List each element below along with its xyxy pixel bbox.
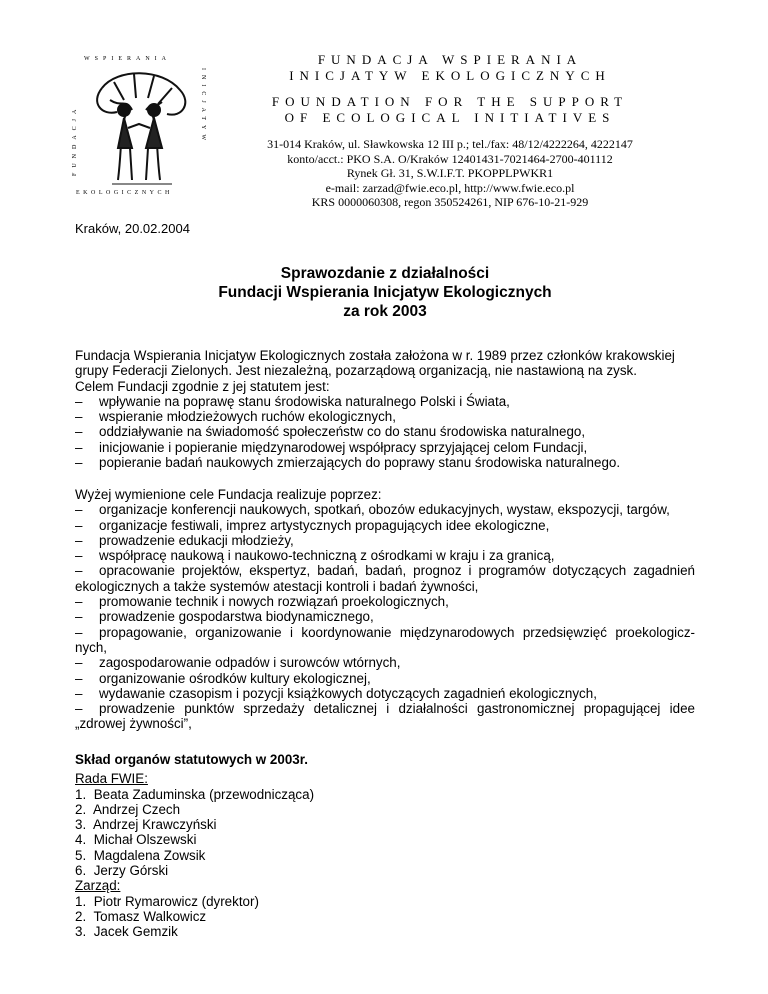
goals-heading: Celem Fundacji zgodnie z jej statutem jest: xyxy=(75,378,330,394)
letterhead-address: 31-014 Kraków, ul. Sławkowska 12 III p.; tel./fax: 48/12/4222264, 4222147 xyxy=(267,137,633,151)
council-member xyxy=(75,802,695,817)
activity-item: – prowadzenie edukacji młodzieży, xyxy=(75,533,695,548)
letterhead-contact: e-mail: zarzad@fwie.eco.pl, http://www.fwie.eco.pl xyxy=(325,180,575,195)
board-member-number: 1. xyxy=(75,893,87,909)
board-member xyxy=(75,909,695,924)
bodies-heading: Skład organów statutowych w 2003r. xyxy=(75,752,308,767)
logo-bottom-text: EKOLOGICZNYCH xyxy=(76,190,173,196)
council-heading: Rada FWIE: xyxy=(75,771,148,787)
council-member-name: Michał Olszewski xyxy=(93,832,197,848)
logo-side-right-text: INICJATYW xyxy=(200,68,206,145)
goal-item: – inicjowanie i popieranie międzynarodowej współpracy sprzyjającej celom Fundacji, xyxy=(75,440,695,455)
letterhead-swift: Rynek Gł. 31, S.W.I.F.T. PKOPPLPWKR1 xyxy=(346,166,554,180)
activity-item: – wydawanie czasopism i pozycji książkowych dotyczących zagadnień ekologicznych, xyxy=(75,686,695,701)
document-date: Kraków, 20.02.2004 xyxy=(75,221,190,236)
intro-paragraph: Fundacja Wspierania Inicjatyw Ekologicznych została założona w r. 1989 przez członków krakowskiej grupy Federacji Zielonych. Jest niezależną, pozarządową organizacją, nie nastawioną na zysk. xyxy=(75,348,675,379)
title-line-3: za rok 2003 xyxy=(343,303,427,320)
activity-item: – opracowanie projektów, ekspertyz, badań, badań, prognoz i programów dotyczących zagadnień ekologicznych a także systemów atestacji kontroli i badań żywności, xyxy=(75,563,695,594)
council-member-name: Andrzej Czech xyxy=(92,801,181,817)
council-member-number: 4. xyxy=(75,832,87,848)
letterhead-krs: KRS 0000060308, regon 350524261, NIP 676-10-21-929 xyxy=(311,195,589,209)
activity-item: – organizacje konferencji naukowych, spotkań, obozów edukacyjnych, wystaw, ekspozycji, targów, xyxy=(75,502,695,517)
council-member xyxy=(75,787,695,802)
letterhead-account: konto/acct.: PKO S.A. O/Kraków 12401431-7021464-2700-401112 xyxy=(287,151,613,166)
bodies-section xyxy=(75,752,695,940)
council-member-name: Magdalena Zowsik xyxy=(93,847,206,863)
activity-item: – współpracę naukową i naukowo-techniczną z ośrodkami w kraju i za granicą, xyxy=(75,548,695,563)
board-member-number: 3. xyxy=(75,924,87,940)
tree-figures-icon xyxy=(97,73,185,184)
letterhead-name-en-line2: OF ECOLOGICAL INITIATIVES xyxy=(284,110,616,125)
activity-item: – prowadzenie gospodarstwa biodynamicznego, xyxy=(75,609,695,624)
letterhead-name-en-line1: FOUNDATION FOR THE SUPPORT xyxy=(271,94,629,109)
board-member-name: Piotr Rymarowicz (dyrektor) xyxy=(93,893,259,909)
council-member-number: 2. xyxy=(75,801,87,817)
council-member-name: Beata Zaduminska (przewodnicząca) xyxy=(93,786,315,802)
goal-item: – popieranie badań naukowych zmierzających do poprawy stanu środowiska naturalnego. xyxy=(75,455,695,470)
activity-item: – organizacje festiwali, imprez artystycznych propagujących idee ekologiczne, xyxy=(75,518,695,533)
letterhead-name-pl-line2: INICJATYW EKOLOGICZNYCH xyxy=(289,68,611,83)
board-member-number: 2. xyxy=(75,908,87,924)
council-member xyxy=(75,817,695,832)
council-member xyxy=(75,848,695,863)
activity-item: – prowadzenie punktów sprzedaży detalicznej i działalności gastronomicznej propagującej idee „zdrowej żywności”, xyxy=(75,701,695,732)
logo-arc-text: WSPIERANIA xyxy=(84,56,171,62)
board-member-name: Tomasz Walkowicz xyxy=(93,908,207,924)
board-member xyxy=(75,924,695,939)
council-member-number: 6. xyxy=(75,863,87,879)
activities-section xyxy=(75,487,695,732)
title-line-1: Sprawozdanie z działalności xyxy=(280,265,490,282)
council-member-number: 5. xyxy=(75,847,87,863)
council-member xyxy=(75,863,695,878)
document-title xyxy=(75,264,695,321)
intro-section xyxy=(75,348,695,470)
board-heading: Zarząd: xyxy=(75,878,121,894)
goal-item: – oddziaływanie na świadomość społeczeństw co do stanu środowiska naturalnego, xyxy=(75,424,695,439)
activities-heading: Wyżej wymienione cele Fundacja realizuje poprzez: xyxy=(75,487,382,502)
activity-item: – organizowanie ośrodków kultury ekologicznej, xyxy=(75,671,695,686)
council-member-name: Andrzej Krawczyński xyxy=(92,817,217,833)
foundation-logo xyxy=(62,48,220,198)
activity-item: – promowanie technik i nowych rozwiązań proekologicznych, xyxy=(75,594,695,609)
letterhead-name-pl-line1: FUNDACJA WSPIERANIA xyxy=(317,52,583,67)
activity-item: – zagospodarowanie odpadów i surowców wtórnych, xyxy=(75,655,695,670)
council-member-number: 3. xyxy=(75,817,87,833)
goal-item: – wpływanie na poprawę stanu środowiska naturalnego Polski i Świata, xyxy=(75,394,695,409)
council-member-number: 1. xyxy=(75,786,87,802)
council-member-name: Jerzy Górski xyxy=(93,863,169,879)
activity-item: – propagowanie, organizowanie i koordynowanie międzynarodowych przedsięwzięć proekologicz-nych, xyxy=(75,625,695,656)
board-member-name: Jacek Gemzik xyxy=(93,924,178,940)
goal-item: – wspieranie młodzieżowych ruchów ekologicznych, xyxy=(75,409,695,424)
board-member xyxy=(75,894,695,909)
title-line-2: Fundacji Wspierania Inicjatyw Ekologicznych xyxy=(218,284,552,301)
logo-side-left-text: FUNDACJA xyxy=(72,104,78,176)
council-member xyxy=(75,832,695,847)
